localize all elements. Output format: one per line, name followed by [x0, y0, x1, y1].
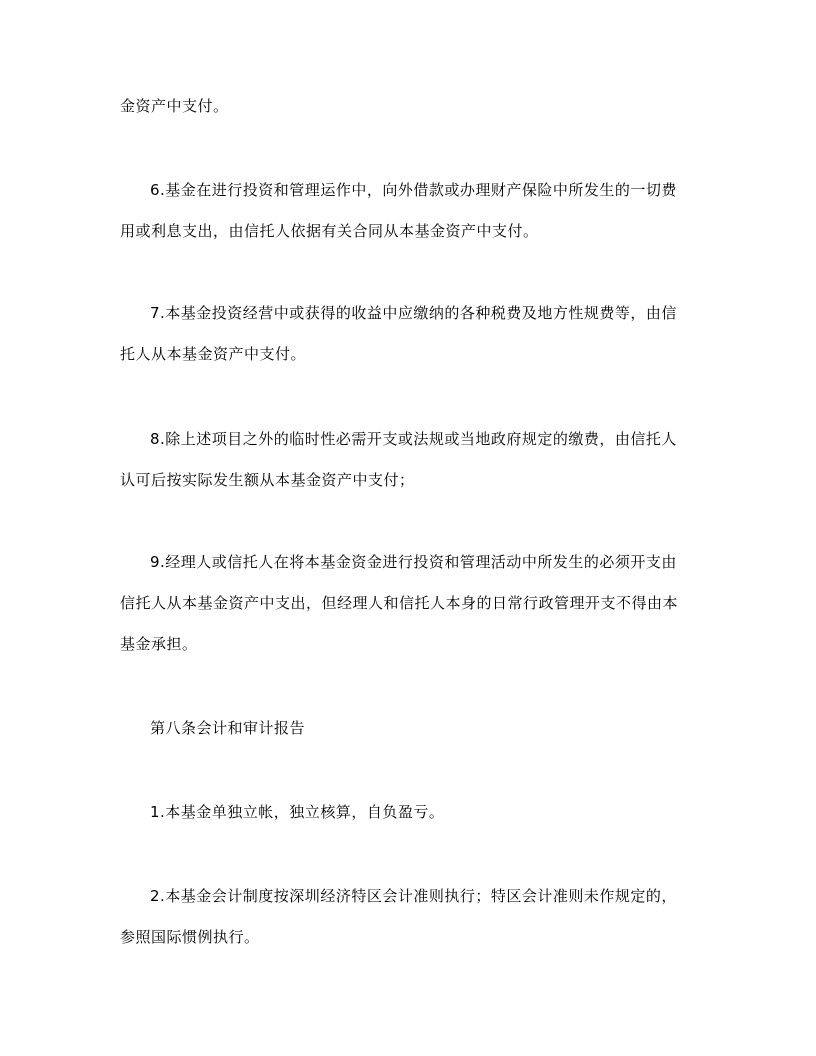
- text-line: 基金承担。: [120, 635, 198, 653]
- text-line: 托人从本基金资产中支付。: [120, 345, 307, 363]
- text-line: 2.本基金会计制度按深圳经济特区会计准则执行；特区会计准则未作规定的，: [150, 887, 677, 905]
- text-line: 1.本基金单独立帐，独立核算，自负盈亏。: [150, 803, 445, 821]
- text-line: 参照国际惯例执行。: [120, 928, 260, 946]
- text-line: 7.本基金投资经营中或获得的收益中应缴纳的各种税费及地方性规费等，由信: [150, 304, 677, 322]
- text-line: 9.经理人或信托人在将本基金资金进行投资和管理活动中所发生的必须开支由: [150, 553, 677, 571]
- text-line: 信托人从本基金资产中支出，但经理人和信托人本身的日常行政管理开支不得由本: [120, 594, 679, 612]
- text-line: 用或利息支出，由信托人依据有关合同从本基金资产中支付。: [120, 222, 539, 240]
- text-line: 6.基金在进行投资和管理运作中，向外借款或办理财产保险中所发生的一切费: [150, 181, 677, 199]
- section-heading: 第八条会计和审计报告: [150, 719, 306, 737]
- text-line: 金资产中支付。: [120, 97, 229, 115]
- text-line: 认可后按实际发生额从本基金资产中支付；: [120, 471, 415, 489]
- text-line: 8.除上述项目之外的临时性必需开支或法规或当地政府规定的缴费，由信托人: [150, 430, 677, 448]
